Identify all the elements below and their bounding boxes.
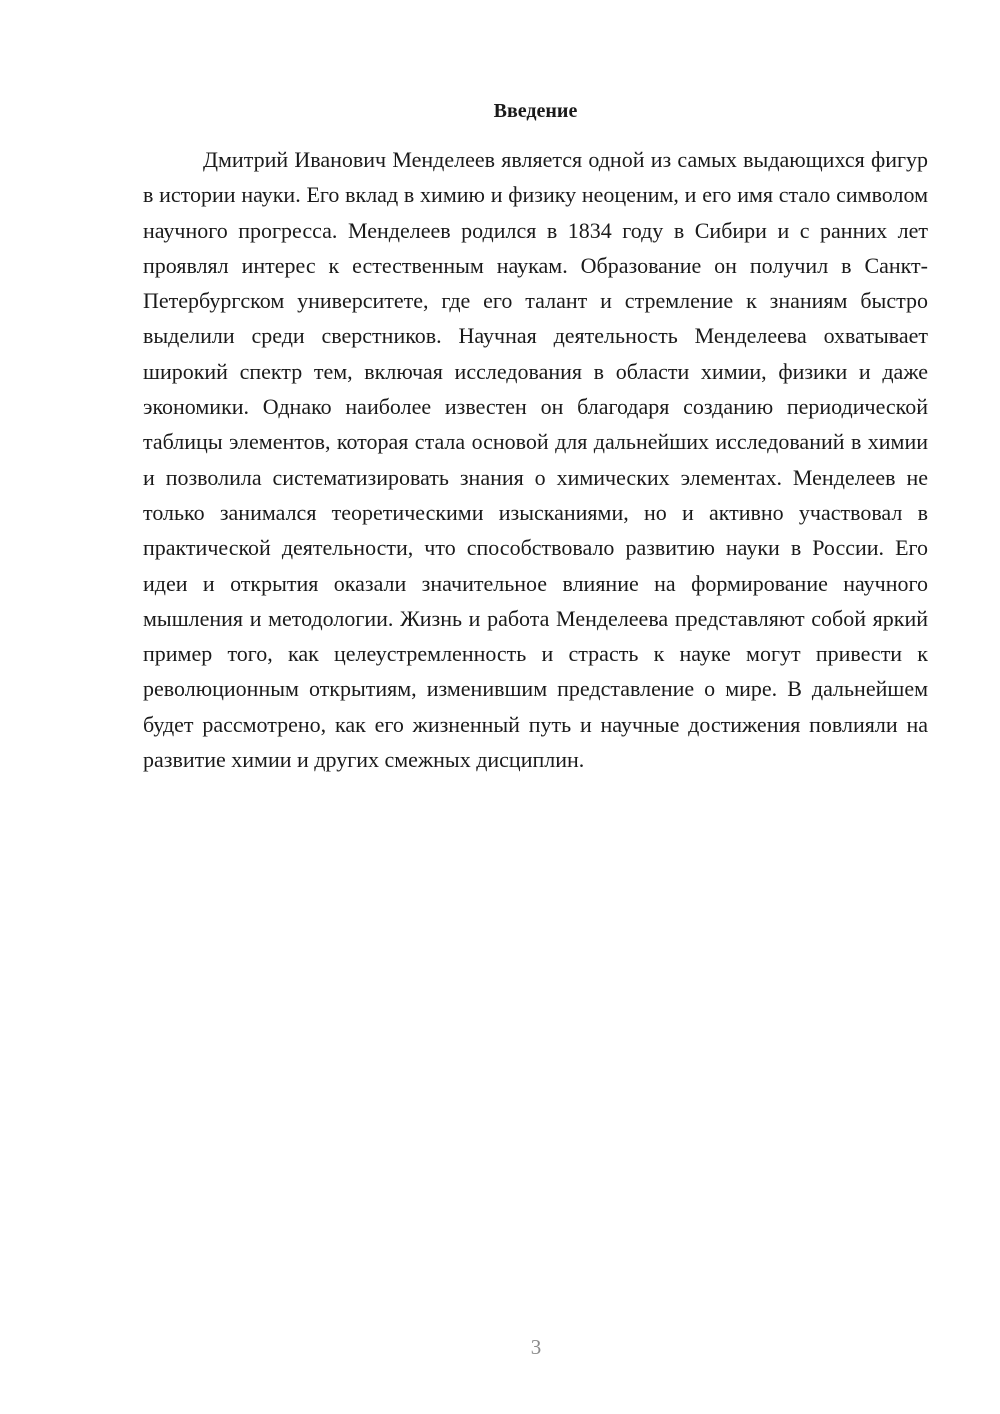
page-number: 3 [530,1335,542,1359]
section-heading: Введение [493,100,578,122]
body-paragraph: Дмитрий Иванович Менделеев является одной из самых выдающихся фигур в истории науки. Его вклад в химию и физику неоценим, и его имя стало символом научного прогресса. Менделеев родился в 1834 году в Сибири и с ранних лет проявлял интерес к естественным наукам. Образование он получил в Санкт-Петербургском университете, где его талант и стремление к знаниям быстро выделили среди сверстников. Научная деятельность Менделеева охватывает широкий спектр тем, включая исследования в области химии, физики и даже экономики. Однако наиболее известен он благодаря созданию периодической таблицы элементов, которая стала основой для дальнейших исследований в химии и позволила систематизировать знания о химических элементах. Менделеев не только занимался теоретическими изысканиями, но и активно участвовал в практической деятельности, что способствовало развитию науки в России. Его идеи и открытия оказали значительное влияние на формирование научного мышления и методологии. Жизнь и работа Менделеева представляют собой яркий пример того, как целеустремленность и страсть к науке могут привести к революционным открытиям, изменившим представление о мире. В дальнейшем будет рассмотрено, как его жизненный путь и научные достижения повлияли на развитие химии и других смежных дисциплин. [143,147,928,773]
